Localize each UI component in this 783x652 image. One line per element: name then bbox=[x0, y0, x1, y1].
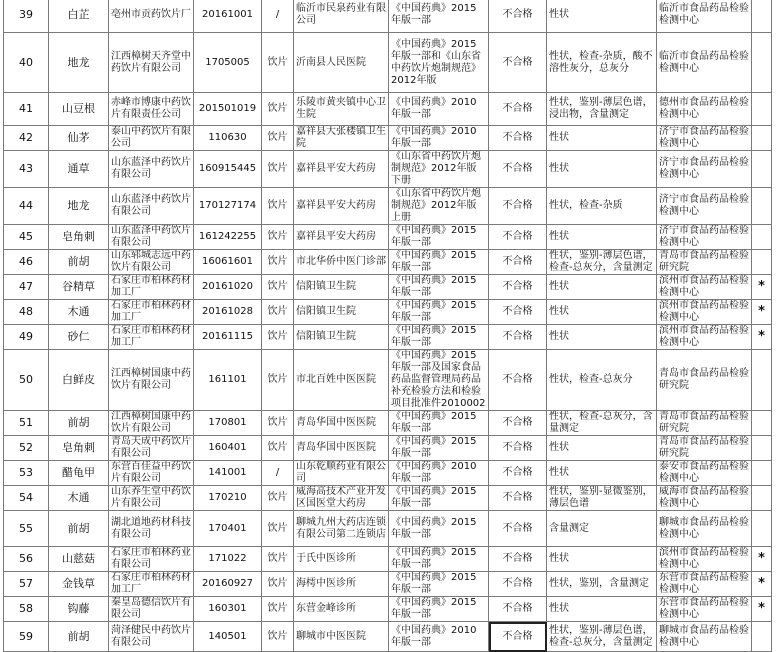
cell-item: 性状 bbox=[547, 325, 657, 350]
cell-type: 饮片 bbox=[262, 126, 294, 151]
cell-maker: 山东郓城志远中药饮片有限公司 bbox=[109, 250, 194, 275]
cell-name: 钩藤 bbox=[49, 597, 109, 622]
table-row bbox=[4, 250, 772, 275]
cell-std: 《山东省中药饮片炮制规范》2012年版下册 bbox=[389, 151, 489, 188]
cell-result: 不合格 bbox=[489, 300, 547, 325]
cell-name: 前胡 bbox=[49, 411, 109, 436]
cell-result: 不合格 bbox=[489, 572, 547, 597]
cell-item: 性状 bbox=[547, 547, 657, 572]
cell-agency: 德州市食品药品检验检测中心 bbox=[657, 93, 752, 126]
cell-note bbox=[752, 622, 772, 652]
cell-result: 不合格 bbox=[489, 622, 547, 652]
cell-type: 饮片 bbox=[262, 436, 294, 461]
cell-no: 42 bbox=[4, 126, 49, 151]
cell-result: 不合格 bbox=[489, 188, 547, 225]
cell-no: 56 bbox=[4, 547, 49, 572]
cell-std: 《中国药典》2015年版一部和《山东省中药饮片炮制规范》2012年版 bbox=[389, 33, 489, 93]
cell-item: 性状，检查-杂质，酸不溶性灰分，总灰分 bbox=[547, 33, 657, 93]
cell-result: 不合格 bbox=[489, 411, 547, 436]
table-body bbox=[4, 0, 772, 652]
cell-agency: 泰安市食品药品检验检测中心 bbox=[657, 461, 752, 486]
cell-batch: 20160927 bbox=[194, 572, 262, 597]
cell-result: 不合格 bbox=[489, 350, 547, 411]
cell-batch: 160401 bbox=[194, 436, 262, 461]
cell-batch: 160915445 bbox=[194, 151, 262, 188]
cell-agency: 青岛市食品药品检验研究院 bbox=[657, 350, 752, 411]
cell-std: 《中国药典》2015年版一部 bbox=[389, 300, 489, 325]
cell-name: 谷精草 bbox=[49, 275, 109, 300]
cell-item: 性状 bbox=[547, 300, 657, 325]
cell-result: 不合格 bbox=[489, 511, 547, 547]
cell-result: 不合格 bbox=[489, 250, 547, 275]
cell-agency: 济宁市食品药品检验检测中心 bbox=[657, 225, 752, 250]
cell-no: 50 bbox=[4, 350, 49, 411]
cell-name: 皂角刺 bbox=[49, 225, 109, 250]
cell-item: 性状，鉴别-薄层色谱，检查-总灰分，含量测定 bbox=[547, 622, 657, 652]
cell-no: 54 bbox=[4, 486, 49, 511]
cell-std: 《中国药典》2015年版一部 bbox=[389, 436, 489, 461]
cell-result: 不合格 bbox=[489, 151, 547, 188]
cell-note: * bbox=[752, 325, 772, 350]
cell-std: 《山东省中药饮片炮制规范》2012年版上册 bbox=[389, 188, 489, 225]
cell-no: 55 bbox=[4, 511, 49, 547]
cell-type: 饮片 bbox=[262, 33, 294, 93]
cell-agency: 滨州市食品药品检验检测中心 bbox=[657, 275, 752, 300]
cell-maker: 山东蓝泽中药饮片有限公司 bbox=[109, 225, 194, 250]
cell-note: * bbox=[752, 572, 772, 597]
cell-item: 性状 bbox=[547, 436, 657, 461]
cell-std: 《中国药典》2015年版一部 bbox=[389, 250, 489, 275]
cell-batch: 170127174 bbox=[194, 188, 262, 225]
cell-unit: 嘉祥县大张楼镇卫生院 bbox=[294, 126, 389, 151]
cell-name: 前胡 bbox=[49, 250, 109, 275]
cell-note bbox=[752, 350, 772, 411]
table-row bbox=[4, 300, 772, 325]
cell-agency: 东营市食品药品检验检测中心 bbox=[657, 597, 752, 622]
cell-agency: 聊城市食品药品检验检测中心 bbox=[657, 622, 752, 652]
cell-maker: 青岛天成中药饮片有限公司 bbox=[109, 436, 194, 461]
table-row bbox=[4, 93, 772, 126]
cell-no: 58 bbox=[4, 597, 49, 622]
cell-unit: 于氏中医诊所 bbox=[294, 547, 389, 572]
cell-unit: 威海高技术产业开发区国医堂大药房 bbox=[294, 486, 389, 511]
cell-unit: 嘉祥县平安大药房 bbox=[294, 225, 389, 250]
cell-batch: 20161001 bbox=[194, 0, 262, 33]
cell-item: 性状，鉴别-薄层色谱，检查-总灰分，含量测定 bbox=[547, 250, 657, 275]
cell-name: 醋龟甲 bbox=[49, 461, 109, 486]
cell-no: 59 bbox=[4, 622, 49, 652]
cell-batch: 140501 bbox=[194, 622, 262, 652]
cell-agency: 青岛市食品药品检验研究院 bbox=[657, 250, 752, 275]
cell-type: 饮片 bbox=[262, 622, 294, 652]
cell-batch: 161101 bbox=[194, 350, 262, 411]
cell-type: 饮片 bbox=[262, 151, 294, 188]
cell-note bbox=[752, 93, 772, 126]
cell-unit: 乐陵市黄夹镇中心卫生院 bbox=[294, 93, 389, 126]
cell-type: 饮片 bbox=[262, 486, 294, 511]
cell-unit: 东营金峰诊所 bbox=[294, 597, 389, 622]
cell-no: 40 bbox=[4, 33, 49, 93]
cell-name: 仙茅 bbox=[49, 126, 109, 151]
cell-maker: 山东蓝泽中药饮片有限公司 bbox=[109, 151, 194, 188]
cell-agency: 威海市食品药品检验检测中心 bbox=[657, 486, 752, 511]
cell-batch: 16061601 bbox=[194, 250, 262, 275]
cell-note bbox=[752, 151, 772, 188]
cell-std: 《中国药典》2015年版一部 bbox=[389, 411, 489, 436]
cell-unit: 青岛华国中医医院 bbox=[294, 411, 389, 436]
cell-no: 48 bbox=[4, 300, 49, 325]
cell-std: 《中国药典》2015年版一部 bbox=[389, 275, 489, 300]
cell-std: 《中国药典》2010年版一部 bbox=[389, 461, 489, 486]
cell-unit: 市北华侨中医门诊部 bbox=[294, 250, 389, 275]
cell-maker: 石家庄市柏林药业有限公司 bbox=[109, 547, 194, 572]
cell-agency: 济宁市食品药品检验检测中心 bbox=[657, 151, 752, 188]
table-row bbox=[4, 126, 772, 151]
cell-agency: 济宁市食品药品检验检测中心 bbox=[657, 126, 752, 151]
cell-unit: 嘉祥县平安大药房 bbox=[294, 151, 389, 188]
cell-maker: 江西樟树国康中药饮片有限公司 bbox=[109, 411, 194, 436]
cell-name: 金钱草 bbox=[49, 572, 109, 597]
cell-no: 39 bbox=[4, 0, 49, 33]
cell-type: 饮片 bbox=[262, 188, 294, 225]
cell-agency: 聊城市食品药品检验检测中心 bbox=[657, 511, 752, 547]
cell-name: 通草 bbox=[49, 151, 109, 188]
cell-batch: 160301 bbox=[194, 597, 262, 622]
cell-no: 41 bbox=[4, 93, 49, 126]
cell-item: 性状，检查-杂质 bbox=[547, 188, 657, 225]
cell-type: 饮片 bbox=[262, 597, 294, 622]
cell-note bbox=[752, 0, 772, 33]
cell-result: 不合格 bbox=[489, 461, 547, 486]
cell-unit: 市北百姓中医医院 bbox=[294, 350, 389, 411]
cell-maker: 泰山中药饮片有限公司 bbox=[109, 126, 194, 151]
cell-name: 山慈菇 bbox=[49, 547, 109, 572]
cell-std: 《中国药典》2015年版一部及国家食品药品监督管理局药品补充检验方法和检验项目批准件2010002 bbox=[389, 350, 489, 411]
table-row bbox=[4, 225, 772, 250]
cell-maker: 山东蓝泽中药饮片有限公司 bbox=[109, 188, 194, 225]
cell-batch: 170401 bbox=[194, 511, 262, 547]
cell-maker: 江西樟树国康中药饮片有限公司 bbox=[109, 350, 194, 411]
cell-name: 木通 bbox=[49, 486, 109, 511]
cell-agency: 临沂市食品药品检验检测中心 bbox=[657, 0, 752, 33]
cell-item: 性状 bbox=[547, 151, 657, 188]
cell-item: 性状，鉴别-显微鉴别，薄层色谱 bbox=[547, 486, 657, 511]
cell-batch: 171022 bbox=[194, 547, 262, 572]
table-row bbox=[4, 325, 772, 350]
cell-unit: 山东乾顺药业有限公司 bbox=[294, 461, 389, 486]
cell-item: 性状，检查-总灰分 bbox=[547, 350, 657, 411]
cell-item: 性状，鉴别-薄层色谱，浸出物，含量测定 bbox=[547, 93, 657, 126]
table-row bbox=[4, 486, 772, 511]
cell-name: 山豆根 bbox=[49, 93, 109, 126]
cell-type: 饮片 bbox=[262, 225, 294, 250]
cell-note bbox=[752, 250, 772, 275]
cell-note bbox=[752, 225, 772, 250]
cell-note: * bbox=[752, 275, 772, 300]
cell-unit: 信阳镇卫生院 bbox=[294, 275, 389, 300]
cell-std: 《中国药典》2015年版一部 bbox=[389, 511, 489, 547]
inspection-results-table bbox=[3, 0, 772, 652]
cell-type: 饮片 bbox=[262, 350, 294, 411]
cell-name: 砂仁 bbox=[49, 325, 109, 350]
cell-unit: 信阳镇卫生院 bbox=[294, 300, 389, 325]
cell-note bbox=[752, 486, 772, 511]
cell-result: 不合格 bbox=[489, 436, 547, 461]
cell-type: 饮片 bbox=[262, 547, 294, 572]
cell-type: 饮片 bbox=[262, 511, 294, 547]
cell-result: 不合格 bbox=[489, 225, 547, 250]
table-row bbox=[4, 511, 772, 547]
cell-name: 白鲜皮 bbox=[49, 350, 109, 411]
cell-item: 性状，检查-总灰分，含量测定 bbox=[547, 411, 657, 436]
cell-note bbox=[752, 33, 772, 93]
cell-note: * bbox=[752, 300, 772, 325]
cell-batch: 20161028 bbox=[194, 300, 262, 325]
cell-item: 性状 bbox=[547, 461, 657, 486]
cell-maker: 石家庄市柏林药材加工厂 bbox=[109, 275, 194, 300]
cell-std: 《中国药典》2010年版一部 bbox=[389, 126, 489, 151]
cell-no: 47 bbox=[4, 275, 49, 300]
cell-batch: 170210 bbox=[194, 486, 262, 511]
cell-result: 不合格 bbox=[489, 486, 547, 511]
cell-name: 前胡 bbox=[49, 622, 109, 652]
cell-result: 不合格 bbox=[489, 33, 547, 93]
cell-item: 性状 bbox=[547, 275, 657, 300]
cell-result: 不合格 bbox=[489, 0, 547, 33]
cell-batch: 141001 bbox=[194, 461, 262, 486]
cell-result: 不合格 bbox=[489, 547, 547, 572]
cell-type: / bbox=[262, 461, 294, 486]
cell-result: 不合格 bbox=[489, 93, 547, 126]
cell-no: 52 bbox=[4, 436, 49, 461]
cell-unit: 聊城市中医医院 bbox=[294, 622, 389, 652]
table-row bbox=[4, 411, 772, 436]
cell-std: 《中国药典》2015年版一部 bbox=[389, 225, 489, 250]
cell-no: 49 bbox=[4, 325, 49, 350]
cell-note bbox=[752, 461, 772, 486]
cell-maker: 东营百佳益中药饮片有限公司 bbox=[109, 461, 194, 486]
cell-unit: 沂南县人民医院 bbox=[294, 33, 389, 93]
cell-result: 不合格 bbox=[489, 275, 547, 300]
cell-batch: 161242255 bbox=[194, 225, 262, 250]
cell-name: 地龙 bbox=[49, 33, 109, 93]
cell-type: 饮片 bbox=[262, 325, 294, 350]
cell-type: 饮片 bbox=[262, 572, 294, 597]
cell-batch: 201501019 bbox=[194, 93, 262, 126]
cell-type: 饮片 bbox=[262, 250, 294, 275]
cell-name: 木通 bbox=[49, 300, 109, 325]
table-row bbox=[4, 597, 772, 622]
cell-note: * bbox=[752, 597, 772, 622]
cell-maker: 湖北道地药材科技有限公司 bbox=[109, 511, 194, 547]
cell-agency: 临沂市食品药品检验检测中心 bbox=[657, 33, 752, 93]
cell-no: 51 bbox=[4, 411, 49, 436]
cell-agency: 青岛市食品药品检验研究院 bbox=[657, 436, 752, 461]
cell-unit: 临沂市民泉药业有限公司 bbox=[294, 0, 389, 33]
cell-agency: 东营市食品药品检验检测中心 bbox=[657, 572, 752, 597]
cell-unit: 海樗中医诊所 bbox=[294, 572, 389, 597]
cell-batch: 170801 bbox=[194, 411, 262, 436]
table-row bbox=[4, 461, 772, 486]
cell-name: 皂角刺 bbox=[49, 436, 109, 461]
cell-maker: 赤峰市博康中药饮片有限责任公司 bbox=[109, 93, 194, 126]
cell-agency: 青岛市食品药品检验研究院 bbox=[657, 411, 752, 436]
cell-std: 《中国药典》2015年版一部 bbox=[389, 597, 489, 622]
cell-agency: 滨州市食品药品检验检测中心 bbox=[657, 325, 752, 350]
cell-std: 《中国药典》2015年版一部 bbox=[389, 0, 489, 33]
cell-batch: 1705005 bbox=[194, 33, 262, 93]
cell-type: 饮片 bbox=[262, 411, 294, 436]
cell-no: 46 bbox=[4, 250, 49, 275]
cell-result: 不合格 bbox=[489, 126, 547, 151]
cell-note bbox=[752, 436, 772, 461]
cell-item: 性状 bbox=[547, 597, 657, 622]
cell-maker: 山东养生堂中药饮片有限公司 bbox=[109, 486, 194, 511]
cell-result: 不合格 bbox=[489, 597, 547, 622]
cell-name: 白芷 bbox=[49, 0, 109, 33]
cell-agency: 滨州市食品药品检验检测中心 bbox=[657, 300, 752, 325]
cell-maker: 石家庄市柏林药材加工厂 bbox=[109, 300, 194, 325]
cell-note bbox=[752, 511, 772, 547]
table-row bbox=[4, 33, 772, 93]
cell-batch: 110630 bbox=[194, 126, 262, 151]
table-row bbox=[4, 151, 772, 188]
cell-result: 不合格 bbox=[489, 325, 547, 350]
cell-unit: 聊城九州大药店连锁有限公司第二连锁店 bbox=[294, 511, 389, 547]
cell-no: 45 bbox=[4, 225, 49, 250]
cell-std: 《中国药典》2015年版一部 bbox=[389, 486, 489, 511]
cell-std: 《中国药典》2015年版一部 bbox=[389, 572, 489, 597]
cell-item: 含量测定 bbox=[547, 511, 657, 547]
cell-item: 性状 bbox=[547, 0, 657, 33]
cell-item: 性状 bbox=[547, 126, 657, 151]
cell-unit: 青岛华国中医医院 bbox=[294, 436, 389, 461]
table-row bbox=[4, 547, 772, 572]
table-row bbox=[4, 0, 772, 33]
cell-type: / bbox=[262, 0, 294, 33]
cell-std: 《中国药典》2015年版一部 bbox=[389, 325, 489, 350]
cell-type: 饮片 bbox=[262, 275, 294, 300]
cell-agency: 滨州市食品药品检验检测中心 bbox=[657, 547, 752, 572]
cell-maker: 秦皇岛德信饮片有限公司 bbox=[109, 597, 194, 622]
cell-note bbox=[752, 411, 772, 436]
cell-maker: 亳州市贡药饮片厂 bbox=[109, 0, 194, 33]
cell-maker: 江西樟树天齐堂中药饮片有限公司 bbox=[109, 33, 194, 93]
table-row bbox=[4, 436, 772, 461]
cell-note: * bbox=[752, 547, 772, 572]
cell-maker: 菏泽健民中药饮片有限公司 bbox=[109, 622, 194, 652]
cell-std: 《中国药典》2015年版一部 bbox=[389, 547, 489, 572]
cell-agency: 济宁市食品药品检验检测中心 bbox=[657, 188, 752, 225]
table-row bbox=[4, 188, 772, 225]
table-row bbox=[4, 622, 772, 652]
cell-unit: 信阳镇卫生院 bbox=[294, 325, 389, 350]
cell-std: 《中国药典》2010年版一部 bbox=[389, 93, 489, 126]
cell-name: 前胡 bbox=[49, 511, 109, 547]
cell-no: 44 bbox=[4, 188, 49, 225]
cell-batch: 20161115 bbox=[194, 325, 262, 350]
cell-note bbox=[752, 188, 772, 225]
cell-name: 地龙 bbox=[49, 188, 109, 225]
cell-type: 饮片 bbox=[262, 93, 294, 126]
cell-note bbox=[752, 126, 772, 151]
cell-unit: 嘉祥县平安大药房 bbox=[294, 188, 389, 225]
cell-std: 《中国药典》2010年版一部 bbox=[389, 622, 489, 652]
cell-item: 性状，鉴别，含量测定 bbox=[547, 572, 657, 597]
table-row bbox=[4, 572, 772, 597]
table-row bbox=[4, 275, 772, 300]
cell-type: 饮片 bbox=[262, 300, 294, 325]
cell-no: 43 bbox=[4, 151, 49, 188]
cell-item: 性状 bbox=[547, 225, 657, 250]
cell-no: 53 bbox=[4, 461, 49, 486]
cell-batch: 20161020 bbox=[194, 275, 262, 300]
cell-no: 57 bbox=[4, 572, 49, 597]
table-row bbox=[4, 350, 772, 411]
cell-maker: 石家庄市柏林药材加工厂 bbox=[109, 572, 194, 597]
cell-maker: 石家庄市柏林药材加工厂 bbox=[109, 325, 194, 350]
